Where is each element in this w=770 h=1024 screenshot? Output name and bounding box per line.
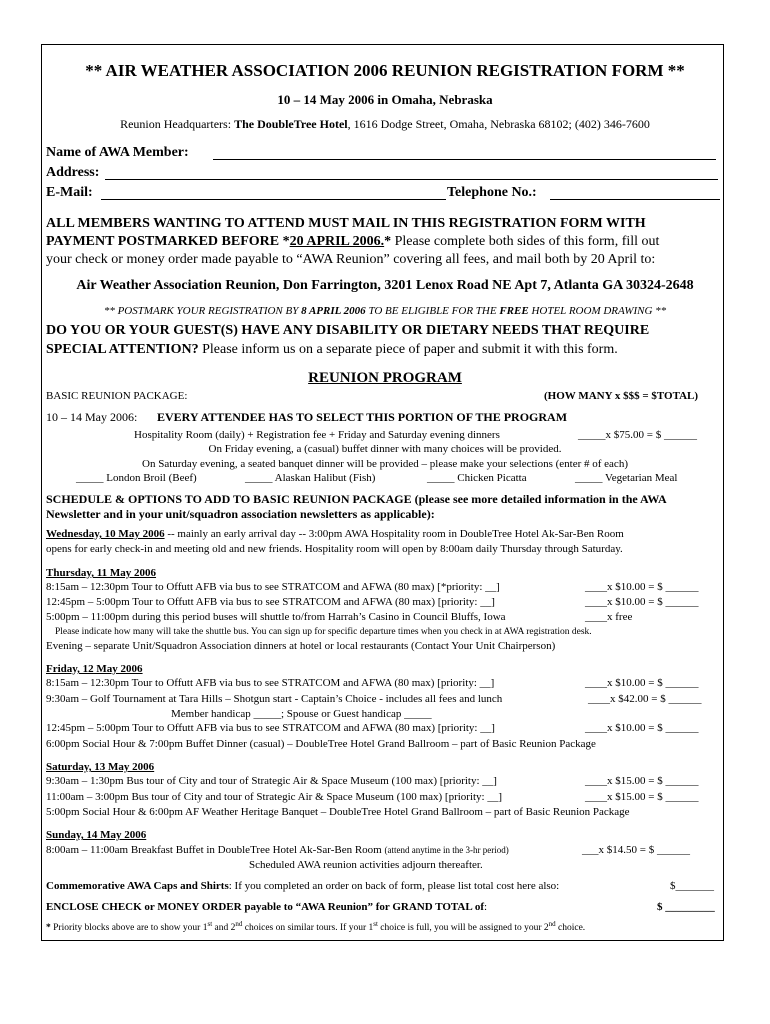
priority-star: *	[46, 923, 51, 934]
basic-package-label: BASIC REUNION PACKAGE:	[46, 390, 188, 402]
caps-shirts-total[interactable]: $_______	[670, 880, 714, 892]
friday-row: 9:30am – Golf Tournament at Tara Hills – Shotgun start - Captain’s Choice - includes all fees and lunch	[46, 693, 503, 705]
friday-price[interactable]: ____x $10.00 = $ ______	[585, 677, 699, 689]
friday-row: 8:15am – 12:30pm Tour to Offutt AFB via bus to see STRATCOM and AFWA (80 max) [priority: __]	[46, 677, 495, 689]
wednesday-line2: opens for early check-in and meeting old and new friends. Hospitality room will open by 8:00am daily Thursday through Saturday.	[46, 543, 623, 555]
grand-total[interactable]: $ _________	[657, 901, 715, 913]
adjourn-note: Scheduled AWA reunion activities adjourn thereafter.	[249, 859, 483, 871]
postmark-b: TO BE ELIGIBLE FOR THE	[365, 305, 500, 317]
caps-shirts-line	[46, 880, 559, 892]
schedule-line2: Newsletter and in your unit/squadron association newsletters as applicable):	[46, 507, 435, 521]
name-label: Name of AWA Member:	[46, 145, 189, 160]
thursday-price[interactable]: ____x $10.00 = $ ______	[585, 581, 699, 593]
special-attention: SPECIAL ATTENTION?	[46, 342, 199, 357]
sunday-breakfast: 8:00am – 11:00am Breakfast Buffet in DoubleTree Hotel Ak-Sar-Ben Room	[46, 844, 385, 856]
how-many-header: (HOW MANY x $$$ = $TOTAL)	[544, 390, 699, 402]
priority-note	[46, 920, 585, 933]
meal-vegetarian[interactable]: _____ Vegetarian Meal	[575, 472, 678, 484]
shuttle-note: Please indicate how many will take the shuttle bus. You can sign up for specific departure times when you check in at AWA registration desk.	[55, 627, 592, 637]
package-dates: 10 – 14 May 2006:	[46, 410, 138, 424]
wednesday-heading: Wednesday, 10 May 2006	[46, 528, 165, 540]
hq-prefix: Reunion Headquarters:	[120, 117, 235, 131]
meal-fish[interactable]: _____ Alaskan Halibut (Fish)	[245, 472, 376, 484]
thursday-heading: Thursday, 11 May 2006	[46, 567, 157, 579]
priority-a: Priority blocks above are to show your 1	[50, 923, 208, 934]
friday-row: 12:45pm – 5:00pm Tour to Offutt AFB via bus to see STRATCOM and AFWA (80 max) [priority: __]	[46, 722, 495, 734]
thursday-price[interactable]: ____x free	[585, 611, 633, 623]
sup-nd: nd	[235, 920, 243, 928]
mailing-address: Air Weather Association Reunion, Don Farrington, 3201 Lenox Road NE Apt 7, Atlanta GA 30324-2648	[76, 278, 694, 293]
instructions-line1: ALL MEMBERS WANTING TO ATTEND MUST MAIL IN THIS REGISTRATION FORM WITH	[46, 216, 646, 231]
friday-social: 6:00pm Social Hour & 7:00pm Buffet Dinner (casual) – DoubleTree Hotel Grand Ballroom – part of Basic Reunion Package	[46, 738, 596, 750]
sup-nd: nd	[548, 920, 556, 928]
saturday-price[interactable]: ____x $15.00 = $ ______	[585, 775, 699, 787]
wednesday-desc: -- mainly an early arrival day -- 3:00pm AWA Hospitality room in DoubleTree Hotel Ak-Sar-Ben Room	[164, 528, 624, 540]
hospitality-package: Hospitality Room (daily) + Registration fee + Friday and Saturday evening dinners	[134, 429, 500, 441]
friday-dinner-note: On Friday evening, a (casual) buffet dinner with many choices will be provided.	[208, 443, 562, 455]
form-title: ** AIR WEATHER ASSOCIATION 2006 REUNION REGISTRATION FORM **	[85, 61, 685, 80]
sunday-attend-note: (attend anytime in the 3-hr period)	[384, 845, 509, 855]
email-field[interactable]	[101, 185, 446, 205]
postmark-c: HOTEL ROOM DRAWING **	[528, 305, 667, 317]
friday-price[interactable]: ____x $10.00 = $ ______	[585, 722, 699, 734]
priority-e: choice.	[555, 923, 586, 934]
phone-field[interactable]	[550, 185, 720, 205]
every-attendee: EVERY ATTENDEE HAS TO SELECT THIS PORTION OF THE PROGRAM	[157, 410, 568, 424]
deadline-star: *	[384, 234, 392, 249]
email-blank[interactable]	[101, 185, 446, 200]
saturday-dinner-note: On Saturday evening, a seated banquet dinner will be provided – please make your selections (enter # of each)	[142, 458, 628, 470]
caps-shirts-label: Commemorative AWA Caps and Shirts	[46, 880, 229, 892]
priority-c: choices on similar tours. If your 1	[242, 923, 374, 934]
sunday-heading: Sunday, 14 May 2006	[46, 829, 147, 841]
name-field-row	[46, 145, 189, 161]
priority-b: and 2	[212, 923, 236, 934]
saturday-row: 11:00am – 3:00pm Bus tour of City and tour of Strategic Air & Space Museum (100 max) [priority: __]	[46, 791, 503, 803]
instructions-rest: Please complete both sides of this form, fill out	[391, 234, 660, 249]
wednesday-line1	[46, 528, 624, 540]
email-label: E-Mail:	[46, 185, 93, 200]
meal-beef[interactable]: _____ London Broil (Beef)	[76, 472, 197, 484]
sunday-row	[46, 844, 509, 856]
hq-hotel: The DoubleTree Hotel	[234, 117, 348, 131]
priority-d: choice is full, you will be assigned to your 2	[377, 923, 549, 934]
postmark-free: FREE	[499, 305, 529, 317]
thursday-evening: Evening – separate Unit/Squadron Association dinners at hotel or local restaurants (Contact Your Unit Chairperson)	[46, 640, 556, 652]
golf-handicap[interactable]: Member handicap _____; Spouse or Guest handicap _____	[171, 708, 432, 720]
enclose-label: ENCLOSE CHECK or MONEY ORDER payable to “AWA Reunion” for GRAND TOTAL of	[46, 901, 485, 913]
caps-shirts-desc: : If you completed an order on back of form, please list total cost here also:	[228, 880, 560, 892]
postmark-before: PAYMENT POSTMARKED BEFORE *	[46, 234, 290, 249]
event-dates: 10 – 14 May 2006 in Omaha, Nebraska	[277, 92, 493, 107]
postmark-notice	[0, 305, 770, 317]
saturday-social: 5:00pm Social Hour & 6:00pm AF Weather Heritage Banquet – DoubleTree Hotel Grand Ballroom – part of Basic Reunion Package	[46, 806, 630, 818]
name-field[interactable]	[213, 145, 716, 165]
sup-st: st	[207, 920, 213, 928]
disability-rest: Please inform us on a separate piece of paper and submit it with this form.	[198, 342, 618, 357]
thursday-row: 12:45pm – 5:00pm Tour to Offutt AFB via bus to see STRATCOM and AFWA (80 max) [priority: __]	[46, 596, 495, 608]
disability-line2	[46, 342, 618, 358]
postmark-date: 8 APRIL 2006	[301, 305, 366, 317]
sunday-price[interactable]: ___x $14.50 = $ ______	[582, 844, 690, 856]
name-blank[interactable]	[213, 145, 716, 160]
headquarters	[0, 117, 770, 132]
schedule-line1: SCHEDULE & OPTIONS TO ADD TO BASIC REUNION PACKAGE (please see more detailed information in the AWA	[46, 492, 667, 506]
phone-label: Telephone No.:	[447, 185, 537, 200]
disability-line1: DO YOU OR YOUR GUEST(S) HAVE ANY DISABILITY OR DIETARY NEEDS THAT REQUIRE	[46, 323, 650, 338]
friday-price[interactable]: ____x $42.00 = $ ______	[588, 693, 702, 705]
instructions-line3: your check or money order made payable to “AWA Reunion” covering all fees, and mail both by 20 April to:	[46, 252, 656, 267]
deadline-date: 20 APRIL 2006.	[289, 234, 385, 249]
saturday-row: 9:30am – 1:30pm Bus tour of City and tour of Strategic Air & Space Museum (100 max) [priority: __]	[46, 775, 497, 787]
meal-chicken[interactable]: _____ Chicken Picatta	[427, 472, 527, 484]
thursday-row: 8:15am – 12:30pm Tour to Offutt AFB via bus to see STRATCOM and AFWA (80 max) [*priority: __]	[46, 581, 500, 593]
friday-heading: Friday, 12 May 2006	[46, 663, 143, 675]
thursday-row: 5:00pm – 11:00pm during this period buses will shuttle to/from Harrah’s Casino in Council Bluffs, Iowa	[46, 611, 506, 623]
instructions-line2	[46, 234, 659, 250]
saturday-heading: Saturday, 13 May 2006	[46, 761, 155, 773]
hospitality-price[interactable]: _____x $75.00 = $ ______	[578, 429, 697, 441]
phone-blank[interactable]	[550, 185, 720, 200]
address-field[interactable]	[105, 165, 718, 185]
thursday-price[interactable]: ____x $10.00 = $ ______	[585, 596, 699, 608]
sup-st: st	[373, 920, 378, 928]
address-blank[interactable]	[105, 165, 718, 180]
postmark-a: ** POSTMARK YOUR REGISTRATION BY	[103, 305, 302, 317]
hq-address: , 1616 Dodge Street, Omaha, Nebraska 68102; (402) 346-7600	[347, 117, 650, 131]
enclose-line	[46, 901, 487, 913]
program-title: REUNION PROGRAM	[308, 370, 462, 386]
address-label: Address:	[46, 165, 100, 180]
enclose-colon: :	[484, 901, 488, 913]
saturday-price[interactable]: ____x $15.00 = $ ______	[585, 791, 699, 803]
